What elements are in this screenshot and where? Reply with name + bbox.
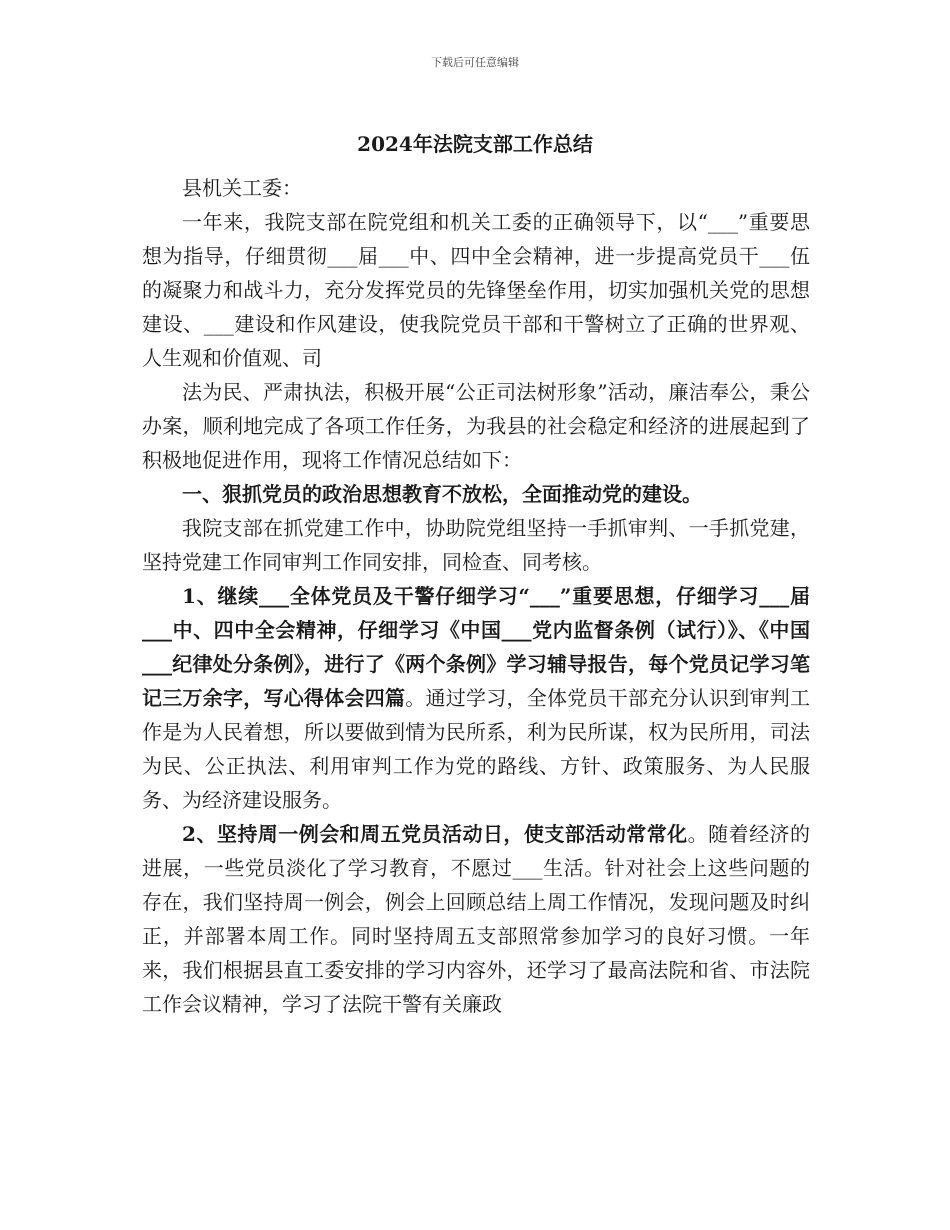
salutation: 县机关工委： — [182, 176, 302, 200]
paragraph: 我院支部在抓党建工作中，协助院党组坚持一手抓审判、一手抓党建，坚持党建工作同审判工作同安排，同检查、同考核。 — [142, 516, 810, 574]
paragraph — [142, 817, 810, 1021]
paragraph: 法为民、严肃执法，积极开展“公正司法树形象”活动，廉洁奉公，秉公办案，顺利地完成了各项工作任务，为我县的社会稳定和经济的进展起到了积极地促进作用，现将工作情况总结如下： — [142, 380, 810, 472]
paragraph-rest: 。随着经济的进展，一些党员淡化了学习教育，不愿过___生活。针对社会上这些问题的存在，我们坚持周一例会，例会上回顾总结上周工作情况，发现问题及时纠正，并部署本周工作。同时坚持周五支部照常参加学习的良好习惯。一年来，我们根据县直工委安排的学习内容外，还学习了最高法院和省、市法院工作会议精神，学习了法院干警有关廉政 — [142, 822, 811, 1016]
document-title: 2024年法院支部工作总结 — [357, 132, 593, 156]
paragraph-lead: 1、继续___全体党员及干警仔细学习“___”重要思想，仔细学习___届___中、四中全会精神，仔细学习《中国___党内监督条例（试行）》、《中国___纪律处分条例》，进行了《两个条例》学习辅导报告，每个党员记学习笔记三万余字，写心得体会四篇 — [142, 584, 810, 710]
paragraph — [142, 579, 810, 817]
document-body — [142, 171, 810, 1021]
paragraph: 一年来，我院支部在院党组和机关工委的正确领导下，以“___”重要思想为指导，仔细贯彻___届___中、四中全会精神，进一步提高党员干___伍的凝聚力和战斗力，充分发挥党员的先锋堡垒作用，切实加强机关党的思想建设、___建设和作风建设，使我院党员干部和干警树立了正确的世界观、人生观和价值观、司 — [142, 210, 810, 370]
page-header: 下载后可任意编辑 — [431, 56, 519, 69]
section-heading: 一、狠抓党员的政治思想教育不放松，全面推动党的建设。 — [182, 482, 702, 506]
paragraph-rest: 。通过学习，全体党员干部充分认识到审判工作是为人民着想，所以要做到情为民所系，利为民所谋，权为民所用，司法为民、公正执法、利用审判工作为党的路线、方针、政策服务、为人民服务、为经济建设服务。 — [142, 686, 810, 812]
paragraph-lead: 2、坚持周一例会和周五党员活动日，使支部活动常常化 — [182, 822, 688, 846]
